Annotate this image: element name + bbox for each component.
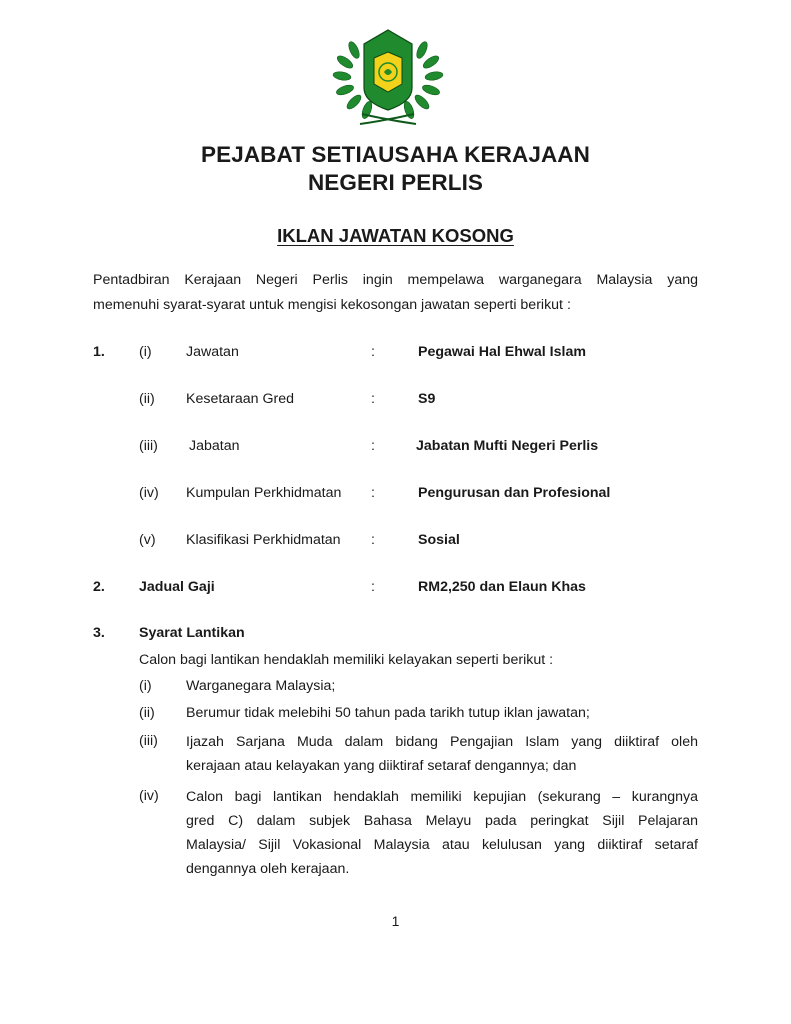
section-number: 3. <box>93 625 105 641</box>
field-colon: : <box>371 485 375 501</box>
field-label: Jawatan <box>186 344 239 360</box>
field-value: Jabatan Mufti Negeri Perlis <box>416 438 599 454</box>
field-colon: : <box>371 438 375 454</box>
requirements-intro: Calon bagi lantikan hendaklah memiliki kelayakan seperti berikut : <box>139 652 554 668</box>
field-colon: : <box>371 344 375 360</box>
field-label: Kumpulan Perkhidmatan <box>186 485 342 501</box>
requirement-text: Berumur tidak melebihi 50 tahun pada tarikh tutup iklan jawatan; <box>186 705 590 721</box>
field-label: Klasifikasi Perkhidmatan <box>186 532 341 548</box>
intro-line: Pentadbiran Kerajaan Negeri Perlis ingin mempelawa warganegara Malaysia yang <box>93 272 698 288</box>
requirement-text: Warganegara Malaysia; <box>186 678 336 694</box>
section-number: 2. <box>93 579 105 595</box>
office-title-line2: NEGERI PERLIS <box>307 170 484 195</box>
field-colon: : <box>371 391 375 407</box>
section-number: 1. <box>93 344 105 360</box>
roman-numeral: (v) <box>139 532 156 548</box>
roman-numeral: (iv) <box>139 788 159 804</box>
field-value: Pegawai Hal Ehwal Islam <box>418 344 586 360</box>
field-label: Kesetaraan Gred <box>186 391 295 407</box>
requirement-line: Calon bagi lantikan hendaklah memiliki kepujian (sekurang – kurangnya <box>186 789 698 805</box>
field-label: Jabatan <box>189 438 240 454</box>
perlis-crest-icon <box>332 22 444 128</box>
roman-numeral: (ii) <box>139 391 155 407</box>
intro-paragraph <box>93 268 698 318</box>
requirement-line: Malaysia/ Sijil Vokasional Malaysia atau kelulusan yang diiktiraf setaraf <box>186 837 698 853</box>
vacancy-heading: IKLAN JAWATAN KOSONG <box>277 225 514 246</box>
roman-numeral: (ii) <box>139 705 155 721</box>
roman-numeral: (iii) <box>139 733 158 749</box>
requirement-text <box>186 730 698 778</box>
requirement-text <box>186 785 698 881</box>
requirement-line: kerajaan atau kelayakan yang diiktiraf setaraf dengannya; dan <box>186 758 577 774</box>
intro-line: memenuhi syarat-syarat untuk mengisi kekosongan jawatan seperti berikut : <box>93 297 571 313</box>
page-number: 1 <box>391 913 400 929</box>
field-value: Sosial <box>418 532 460 548</box>
roman-numeral: (iv) <box>139 485 159 501</box>
salary-label: Jadual Gaji <box>139 579 215 595</box>
office-title-line1: PEJABAT SETIAUSAHA KERAJAAN <box>201 142 590 167</box>
salary-value: RM2,250 dan Elaun Khas <box>418 579 586 595</box>
requirement-line: Ijazah Sarjana Muda dalam bidang Pengajian Islam yang diiktiraf oleh <box>186 734 698 750</box>
requirements-heading: Syarat Lantikan <box>139 625 245 641</box>
roman-numeral: (i) <box>139 678 152 694</box>
requirement-line: gred C) dalam subjek Bahasa Melayu pada peringkat Sijil Pelajaran <box>186 813 698 829</box>
requirement-line: dengannya oleh kerajaan. <box>186 861 350 877</box>
field-colon: : <box>371 579 375 595</box>
field-value: S9 <box>418 391 436 407</box>
field-colon: : <box>371 532 375 548</box>
roman-numeral: (iii) <box>139 438 158 454</box>
field-value: Pengurusan dan Profesional <box>418 485 611 501</box>
roman-numeral: (i) <box>139 344 152 360</box>
